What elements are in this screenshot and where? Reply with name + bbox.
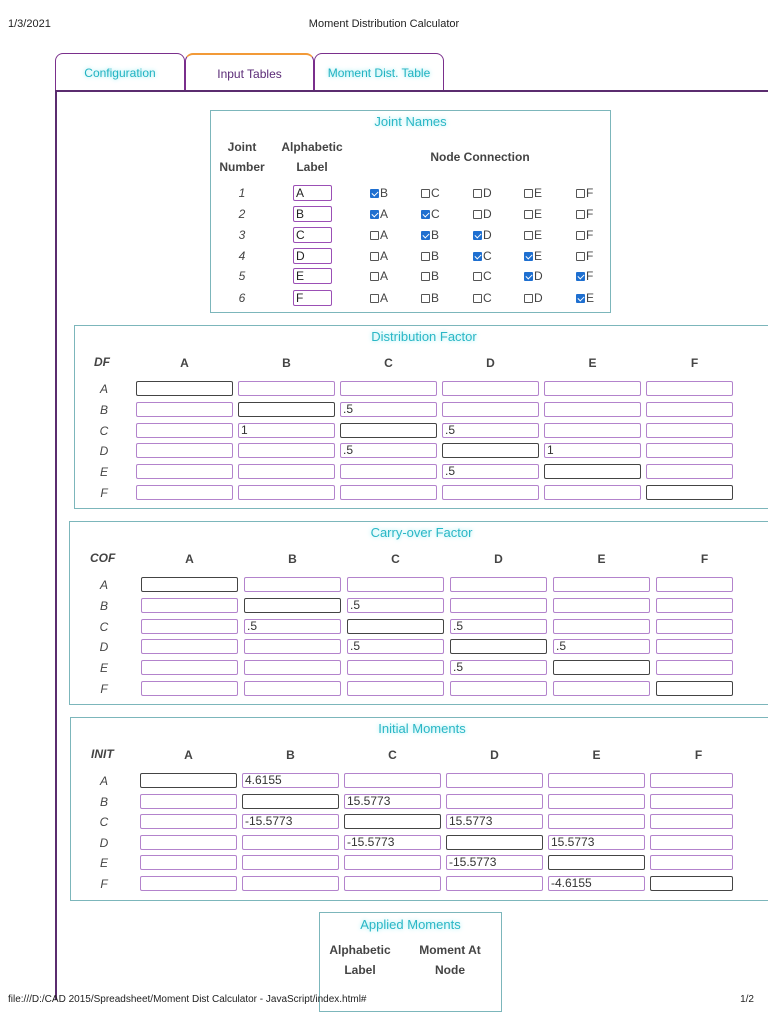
- init-row-header: C: [99, 815, 109, 829]
- df-cell-input[interactable]: .5: [442, 423, 539, 438]
- cof-cell-input[interactable]: .5: [347, 639, 444, 654]
- init-row-header: B: [99, 795, 108, 809]
- cof-cell-input[interactable]: [656, 577, 733, 592]
- init-row-header: D: [99, 836, 109, 850]
- df-row-header: D: [99, 444, 109, 458]
- df-cell-input[interactable]: [340, 381, 437, 396]
- init-cell-input[interactable]: [446, 835, 543, 850]
- applied-moment-header: Moment At Node: [419, 943, 481, 977]
- node-connection-label: F: [586, 207, 594, 221]
- df-title: Distribution Factor: [371, 329, 477, 344]
- cof-cell-input[interactable]: .5: [553, 639, 650, 654]
- checkbox-unchecked-icon: [576, 252, 585, 261]
- joint-label-input[interactable]: E: [293, 268, 332, 284]
- cof-column-header: B: [288, 552, 297, 566]
- cof-row-header: E: [99, 661, 108, 675]
- node-connection-checkbox[interactable]: [524, 186, 542, 200]
- checkbox-unchecked-icon: [421, 272, 430, 281]
- df-corner-label: DF: [94, 355, 110, 369]
- init-column-header: A: [184, 748, 193, 762]
- init-title: Initial Moments: [378, 721, 466, 736]
- df-row-header: B: [99, 403, 108, 417]
- node-connection-label: C: [431, 186, 440, 200]
- cof-column-header: C: [391, 552, 400, 566]
- cof-corner-label: COF: [90, 551, 116, 565]
- cof-cell-input[interactable]: [244, 660, 341, 675]
- df-column-header: D: [486, 356, 495, 370]
- cof-cell-input[interactable]: [244, 681, 341, 696]
- joint-label-input[interactable]: A: [293, 185, 332, 201]
- init-row-header: A: [99, 774, 108, 788]
- init-cell-input[interactable]: [140, 876, 237, 891]
- df-cell-input[interactable]: .5: [442, 464, 539, 479]
- checkbox-unchecked-icon: [473, 294, 482, 303]
- df-cell-input[interactable]: [646, 402, 733, 417]
- init-cell-input[interactable]: [446, 876, 543, 891]
- df-cell-input[interactable]: [136, 402, 233, 417]
- cof-cell-input[interactable]: [450, 577, 547, 592]
- node-connection-checkbox[interactable]: [421, 186, 440, 200]
- cof-cell-input[interactable]: [656, 681, 733, 696]
- df-cell-input[interactable]: [238, 485, 335, 500]
- node-connection-label: A: [380, 269, 389, 283]
- checkbox-checked-icon: [370, 189, 379, 198]
- node-connection-label: F: [586, 249, 594, 263]
- init-cell-input[interactable]: 4.6155: [242, 773, 339, 788]
- checkbox-checked-icon: [576, 272, 585, 281]
- checkbox-unchecked-icon: [370, 272, 379, 281]
- init-column-header: E: [592, 748, 601, 762]
- checkbox-unchecked-icon: [473, 210, 482, 219]
- cof-cell-input[interactable]: [244, 577, 341, 592]
- df-cell-input[interactable]: [340, 423, 437, 438]
- checkbox-checked-icon: [421, 231, 430, 240]
- joint-number: 3: [238, 228, 246, 242]
- node-connection-label: B: [431, 249, 440, 263]
- node-connection-checkbox[interactable]: [524, 269, 543, 283]
- init-cell-input[interactable]: [446, 794, 543, 809]
- df-cell-input[interactable]: [544, 423, 641, 438]
- df-cell-input[interactable]: [238, 443, 335, 458]
- cof-cell-input[interactable]: [141, 660, 238, 675]
- node-connection-label: B: [380, 186, 389, 200]
- node-connection-checkbox[interactable]: [370, 207, 388, 221]
- cof-cell-input[interactable]: [347, 577, 444, 592]
- cof-cell-input[interactable]: [347, 619, 444, 634]
- checkbox-checked-icon: [473, 231, 482, 240]
- node-connection-label: C: [483, 269, 492, 283]
- df-cell-input[interactable]: [646, 464, 733, 479]
- joint-names-title: Joint Names: [374, 114, 447, 129]
- init-column-header: D: [490, 748, 499, 762]
- init-cell-input[interactable]: [344, 855, 441, 870]
- checkbox-unchecked-icon: [370, 252, 379, 261]
- cof-cell-input[interactable]: [141, 619, 238, 634]
- node-connection-label: B: [431, 269, 440, 283]
- df-column-header: A: [180, 356, 189, 370]
- init-cell-input[interactable]: [650, 814, 733, 829]
- cof-cell-input[interactable]: .5: [450, 660, 547, 675]
- node-connection-checkbox[interactable]: [421, 291, 439, 305]
- df-cell-input[interactable]: [340, 464, 437, 479]
- node-connection-checkbox[interactable]: [421, 249, 439, 263]
- cof-cell-input[interactable]: [141, 598, 238, 613]
- node-connection-checkbox[interactable]: [524, 228, 542, 242]
- checkbox-checked-icon: [524, 272, 533, 281]
- node-connection-checkbox[interactable]: [576, 207, 593, 221]
- checkbox-checked-icon: [576, 294, 585, 303]
- checkbox-unchecked-icon: [421, 252, 430, 261]
- node-connection-label: D: [483, 207, 492, 221]
- node-connection-label: D: [483, 186, 492, 200]
- alphabetic-label-header: Alphabetic Label: [281, 140, 343, 174]
- init-cell-input[interactable]: [650, 794, 733, 809]
- cof-cell-input[interactable]: .5: [450, 619, 547, 634]
- checkbox-unchecked-icon: [370, 231, 379, 240]
- node-connection-label: D: [534, 291, 543, 305]
- node-connection-checkbox[interactable]: [473, 228, 492, 242]
- node-connection-checkbox[interactable]: [576, 228, 593, 242]
- checkbox-unchecked-icon: [576, 231, 585, 240]
- df-column-header: F: [690, 356, 699, 370]
- checkbox-unchecked-icon: [370, 294, 379, 303]
- df-cell-input[interactable]: [238, 464, 335, 479]
- init-cell-input[interactable]: [548, 855, 645, 870]
- df-cell-input[interactable]: [544, 402, 641, 417]
- checkbox-unchecked-icon: [524, 189, 533, 198]
- cof-cell-input[interactable]: [244, 639, 341, 654]
- node-connection-label: C: [483, 249, 492, 263]
- df-cell-input[interactable]: [646, 443, 733, 458]
- joint-number: 5: [238, 269, 246, 283]
- node-connection-label: C: [483, 291, 492, 305]
- joint-number-header: Joint Number: [219, 140, 265, 174]
- tab-input-tables[interactable]: Input Tables: [185, 53, 314, 91]
- df-panel: [74, 325, 768, 509]
- checkbox-checked-icon: [473, 252, 482, 261]
- node-connection-label: E: [534, 228, 543, 242]
- init-cell-input[interactable]: [140, 773, 237, 788]
- init-cell-input[interactable]: -15.5773: [344, 835, 441, 850]
- df-cell-input[interactable]: [646, 381, 733, 396]
- init-cell-input[interactable]: 15.5773: [344, 794, 441, 809]
- cof-cell-input[interactable]: [656, 639, 733, 654]
- init-corner-label: INIT: [91, 747, 114, 761]
- checkbox-unchecked-icon: [421, 294, 430, 303]
- init-cell-input[interactable]: [650, 855, 733, 870]
- node-connection-label: A: [380, 291, 389, 305]
- node-connection-checkbox[interactable]: [576, 186, 593, 200]
- cof-cell-input[interactable]: [141, 681, 238, 696]
- df-cell-input[interactable]: [340, 485, 437, 500]
- init-cell-input[interactable]: [140, 814, 237, 829]
- init-cell-input[interactable]: [242, 855, 339, 870]
- df-row-header: E: [99, 465, 108, 479]
- node-connection-checkbox[interactable]: [370, 269, 388, 283]
- df-cell-input[interactable]: .5: [340, 443, 437, 458]
- node-connection-checkbox[interactable]: [473, 186, 492, 200]
- df-cell-input[interactable]: [442, 443, 539, 458]
- joint-number: 2: [238, 207, 246, 221]
- cof-column-header: A: [185, 552, 194, 566]
- node-connection-label: E: [534, 186, 543, 200]
- joint-number: 1: [238, 186, 246, 200]
- node-connection-checkbox[interactable]: [576, 249, 593, 263]
- df-column-header: E: [588, 356, 597, 370]
- init-cell-input[interactable]: [548, 773, 645, 788]
- cof-panel: [69, 521, 768, 705]
- cof-cell-input[interactable]: [553, 660, 650, 675]
- cof-cell-input[interactable]: [141, 577, 238, 592]
- cof-cell-input[interactable]: [347, 660, 444, 675]
- cof-cell-input[interactable]: [553, 598, 650, 613]
- page-number: 1/2: [740, 994, 754, 1005]
- init-cell-input[interactable]: -15.5773: [446, 855, 543, 870]
- init-cell-input[interactable]: [242, 835, 339, 850]
- print-date: 1/3/2021: [8, 18, 51, 30]
- node-connection-checkbox[interactable]: [524, 291, 543, 305]
- cof-cell-input[interactable]: [347, 681, 444, 696]
- joint-number: 4: [238, 249, 246, 263]
- applied-label-header: Alphabetic Label: [329, 943, 391, 977]
- node-connection-checkbox[interactable]: [421, 228, 439, 242]
- joint-label-input[interactable]: B: [293, 206, 332, 222]
- node-connection-label: E: [534, 249, 543, 263]
- df-cell-input[interactable]: [646, 423, 733, 438]
- node-connection-checkbox[interactable]: [370, 228, 388, 242]
- cof-cell-input[interactable]: [450, 639, 547, 654]
- df-cell-input[interactable]: 1: [238, 423, 335, 438]
- df-cell-input[interactable]: [238, 402, 335, 417]
- node-connection-checkbox[interactable]: [473, 291, 492, 305]
- cof-cell-input[interactable]: [656, 619, 733, 634]
- node-connection-checkbox[interactable]: [370, 186, 388, 200]
- df-cell-input[interactable]: [136, 464, 233, 479]
- checkbox-unchecked-icon: [524, 294, 533, 303]
- cof-cell-input[interactable]: [656, 598, 733, 613]
- cof-row-header: D: [99, 640, 109, 654]
- init-row-header: F: [100, 877, 108, 891]
- cof-cell-input[interactable]: [656, 660, 733, 675]
- node-connection-checkbox[interactable]: [473, 207, 492, 221]
- df-cell-input[interactable]: [442, 485, 539, 500]
- joint-number: 6: [238, 291, 246, 305]
- checkbox-unchecked-icon: [421, 189, 430, 198]
- print-title: Moment Distribution Calculator: [308, 18, 460, 30]
- init-cell-input[interactable]: [140, 855, 237, 870]
- cof-cell-input[interactable]: [553, 681, 650, 696]
- df-row-header: A: [99, 382, 108, 396]
- checkbox-unchecked-icon: [524, 231, 533, 240]
- node-connection-checkbox[interactable]: [421, 269, 439, 283]
- node-connection-label: E: [586, 291, 595, 305]
- cof-cell-input[interactable]: .5: [244, 619, 341, 634]
- cof-column-header: D: [494, 552, 503, 566]
- node-connection-checkbox[interactable]: [524, 207, 542, 221]
- cof-row-header: F: [100, 682, 108, 696]
- init-cell-input[interactable]: [344, 773, 441, 788]
- df-cell-input[interactable]: [544, 464, 641, 479]
- node-connection-checkbox[interactable]: [524, 249, 542, 263]
- node-connection-checkbox[interactable]: [473, 269, 492, 283]
- init-row-header: E: [99, 856, 108, 870]
- init-cell-input[interactable]: 15.5773: [548, 835, 645, 850]
- df-cell-input[interactable]: [544, 485, 641, 500]
- init-cell-input[interactable]: [344, 876, 441, 891]
- checkbox-unchecked-icon: [473, 272, 482, 281]
- init-cell-input[interactable]: -4.6155: [548, 876, 645, 891]
- init-column-header: C: [388, 748, 397, 762]
- node-connection-label: B: [431, 291, 440, 305]
- init-cell-input[interactable]: [344, 814, 441, 829]
- node-connection-label: A: [380, 207, 389, 221]
- node-connection-checkbox[interactable]: [370, 291, 388, 305]
- node-connection-checkbox[interactable]: [370, 249, 388, 263]
- df-cell-input[interactable]: [136, 443, 233, 458]
- cof-cell-input[interactable]: [141, 639, 238, 654]
- df-cell-input[interactable]: [442, 381, 539, 396]
- init-cell-input[interactable]: [650, 835, 733, 850]
- init-cell-input[interactable]: [242, 794, 339, 809]
- df-cell-input[interactable]: .5: [340, 402, 437, 417]
- df-cell-input[interactable]: [136, 485, 233, 500]
- joint-label-input[interactable]: D: [293, 248, 332, 264]
- cof-title: Carry-over Factor: [370, 525, 473, 540]
- init-cell-input[interactable]: [548, 794, 645, 809]
- node-connection-label: B: [431, 228, 440, 242]
- cof-column-header: F: [700, 552, 709, 566]
- df-cell-input[interactable]: [238, 381, 335, 396]
- node-connection-label: A: [380, 249, 389, 263]
- cof-cell-input[interactable]: [553, 577, 650, 592]
- checkbox-unchecked-icon: [524, 210, 533, 219]
- cof-column-header: E: [597, 552, 606, 566]
- df-cell-input[interactable]: [646, 485, 733, 500]
- df-cell-input[interactable]: [442, 402, 539, 417]
- init-cell-input[interactable]: [242, 876, 339, 891]
- init-cell-input[interactable]: [548, 814, 645, 829]
- node-connection-checkbox[interactable]: [576, 269, 593, 283]
- checkbox-unchecked-icon: [576, 189, 585, 198]
- cof-cell-input[interactable]: [244, 598, 341, 613]
- checkbox-checked-icon: [370, 210, 379, 219]
- init-cell-input[interactable]: [650, 876, 733, 891]
- joint-label-input[interactable]: C: [293, 227, 332, 243]
- node-connection-label: F: [586, 228, 594, 242]
- init-panel: [70, 717, 768, 901]
- node-connection-label: E: [534, 207, 543, 221]
- node-connection-checkbox[interactable]: [473, 249, 492, 263]
- init-cell-input[interactable]: [650, 773, 733, 788]
- cof-row-header: A: [99, 578, 108, 592]
- init-cell-input[interactable]: [140, 794, 237, 809]
- df-cell-input[interactable]: [136, 381, 233, 396]
- checkbox-unchecked-icon: [576, 210, 585, 219]
- cof-cell-input[interactable]: [553, 619, 650, 634]
- init-column-header: F: [694, 748, 703, 762]
- df-column-header: B: [282, 356, 291, 370]
- node-connection-label: F: [586, 269, 594, 283]
- cof-row-header: C: [99, 620, 109, 634]
- checkbox-unchecked-icon: [473, 189, 482, 198]
- df-cell-input[interactable]: [136, 423, 233, 438]
- df-cell-input[interactable]: [544, 381, 641, 396]
- init-cell-input[interactable]: [446, 773, 543, 788]
- df-cell-input[interactable]: 1: [544, 443, 641, 458]
- cof-cell-input[interactable]: .5: [347, 598, 444, 613]
- applied-moments-title: Applied Moments: [360, 917, 461, 932]
- cof-cell-input[interactable]: [450, 598, 547, 613]
- node-connection-label: C: [431, 207, 440, 221]
- node-connection-checkbox[interactable]: [576, 291, 594, 305]
- cof-row-header: B: [99, 599, 108, 613]
- df-column-header: C: [384, 356, 393, 370]
- init-cell-input[interactable]: [140, 835, 237, 850]
- init-column-header: B: [286, 748, 295, 762]
- print-url: file:///D:/CAD 2015/Spreadsheet/Moment Dist Calculator - JavaScript/index.html#: [8, 994, 367, 1005]
- node-connection-header: Node Connection: [430, 150, 530, 164]
- init-cell-input[interactable]: 15.5773: [446, 814, 543, 829]
- node-connection-label: D: [483, 228, 492, 242]
- joint-label-input[interactable]: F: [293, 290, 332, 306]
- node-connection-checkbox[interactable]: [421, 207, 440, 221]
- node-connection-label: D: [534, 269, 543, 283]
- init-cell-input[interactable]: -15.5773: [242, 814, 339, 829]
- df-row-header: C: [99, 424, 109, 438]
- checkbox-checked-icon: [524, 252, 533, 261]
- cof-cell-input[interactable]: [450, 681, 547, 696]
- checkbox-checked-icon: [421, 210, 430, 219]
- df-row-header: F: [100, 486, 108, 500]
- node-connection-label: A: [380, 228, 389, 242]
- node-connection-label: F: [586, 186, 594, 200]
- tab-configuration[interactable]: Configuration: [55, 53, 185, 91]
- tab-moment-dist-table[interactable]: Moment Dist. Table: [314, 53, 444, 91]
